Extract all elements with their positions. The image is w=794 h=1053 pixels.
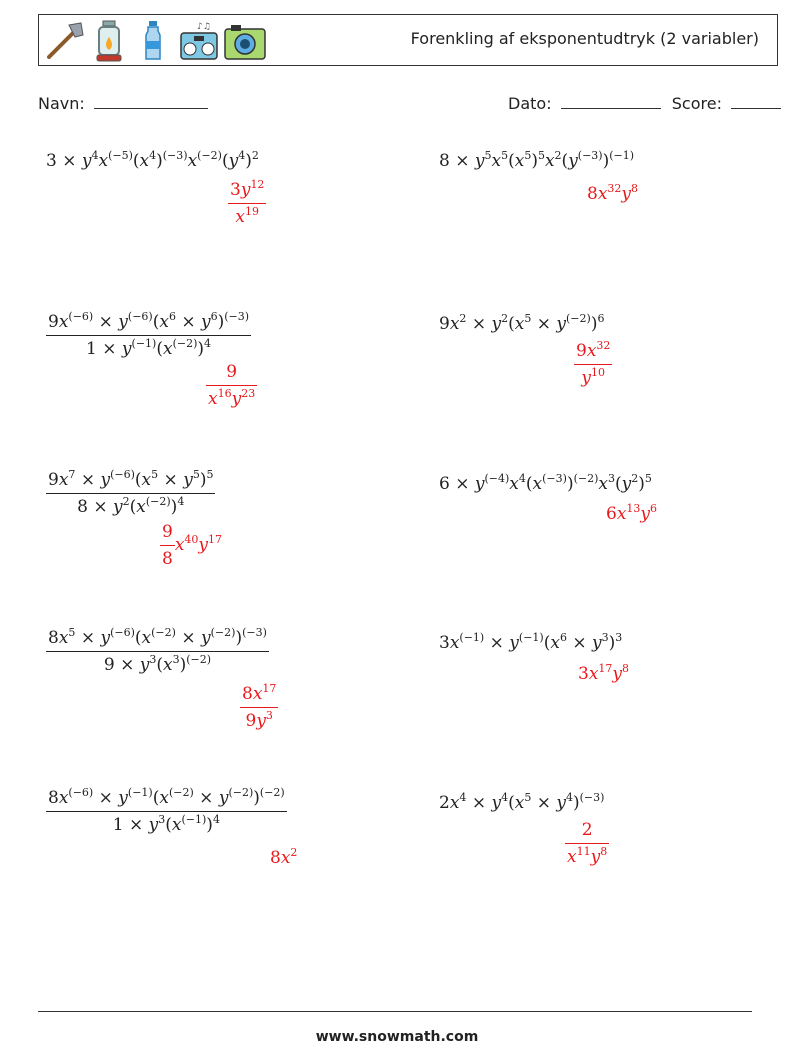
worksheet-title: Forenkling af eksponentudtryk (2 variabler) (410, 29, 759, 48)
problem-6: $6 \times y^{(-4)}x^4(x^{(-3)})^{(-2)}x^3(y^2)^5$ (439, 472, 652, 494)
answer-6: $6x^{13}y^6$ (606, 502, 658, 524)
svg-text:♪♫: ♪♫ (197, 22, 211, 32)
problem-7: $\frac{8x^5 \times y^{(-6)}(x^{(-2)} \times y^{(-2)})^{(-3)}}{9 \times y^3(x^3)^{(-2)}}$ (48, 626, 267, 675)
problem-2: $8 \times y^5x^5(x^5)^5x^2(y^{(-3)})^{(-1)}$ (439, 149, 635, 171)
problem-3: $\frac{9x^{(-6)} \times y^{(-6)}(x^6 \times y^6)^{(-3)}}{1 \times y^{(-1)}(x^{(-2)})^4}$ (48, 310, 250, 359)
date-score-fields (508, 94, 781, 113)
answer-1: $\frac{3y^{12}}{x^{19}}$ (230, 178, 265, 227)
score-line[interactable] (731, 94, 781, 109)
answer-2: $8x^{32}y^8$ (587, 182, 639, 204)
problem-9: $\frac{8x^{(-6)} \times y^{(-1)}(x^{(-2)} \times y^{(-2)})^{(-2)}}{1 \times y^3(x^{(-1)})^4}$ (48, 786, 285, 835)
name-label: Navn: (38, 94, 85, 113)
date-label: Dato: (508, 94, 552, 113)
footer-divider (38, 1011, 752, 1012)
problem-4: $9x^2 \times y^2(x^5 \times y^{(-2)})^6$ (439, 312, 605, 334)
answer-9: $8x^2$ (270, 846, 298, 868)
problem-5: $\frac{9x^7 \times y^{(-6)}(x^5 \times y^5)^5}{8 \times y^2(x^{(-2)})^4}$ (48, 468, 214, 517)
answer-8: $3x^{17}y^8$ (578, 662, 630, 684)
water-bottle-icon (141, 19, 165, 63)
score-label: Score: (671, 94, 722, 113)
problem-10: $2x^4 \times y^4(x^5 \times y^4)^{(-3)}$ (439, 791, 605, 813)
worksheet-header (38, 14, 778, 66)
date-line[interactable] (561, 94, 661, 109)
footer-url[interactable]: www.snowmath.com (315, 1029, 479, 1045)
answer-5: $\frac{9}{8}$ $x^{40}y^{17}$ (162, 522, 223, 569)
axe-icon (43, 19, 87, 63)
problem-8: $3x^{(-1)} \times y^{(-1)}(x^6 \times y^3)^3$ (439, 631, 623, 653)
problem-1: $3 \times y^4x^{(-5)}(x^4)^{(-3)}x^{(-2)}(y^4)^2$ (46, 149, 259, 171)
name-field (38, 94, 208, 113)
lantern-icon (91, 19, 127, 63)
boombox-icon (179, 19, 219, 63)
camera-icon (223, 19, 267, 63)
answer-10: $\frac{2}{x^{11}y^8}$ (567, 820, 608, 867)
name-line[interactable] (94, 94, 208, 109)
answer-3: $\frac{9}{x^{16}y^{23}}$ (208, 362, 256, 409)
answer-7: $\frac{8x^{17}}{9y^3}$ (242, 682, 277, 731)
answer-4: $\frac{9x^{32}}{y^{10}}$ (576, 339, 611, 388)
